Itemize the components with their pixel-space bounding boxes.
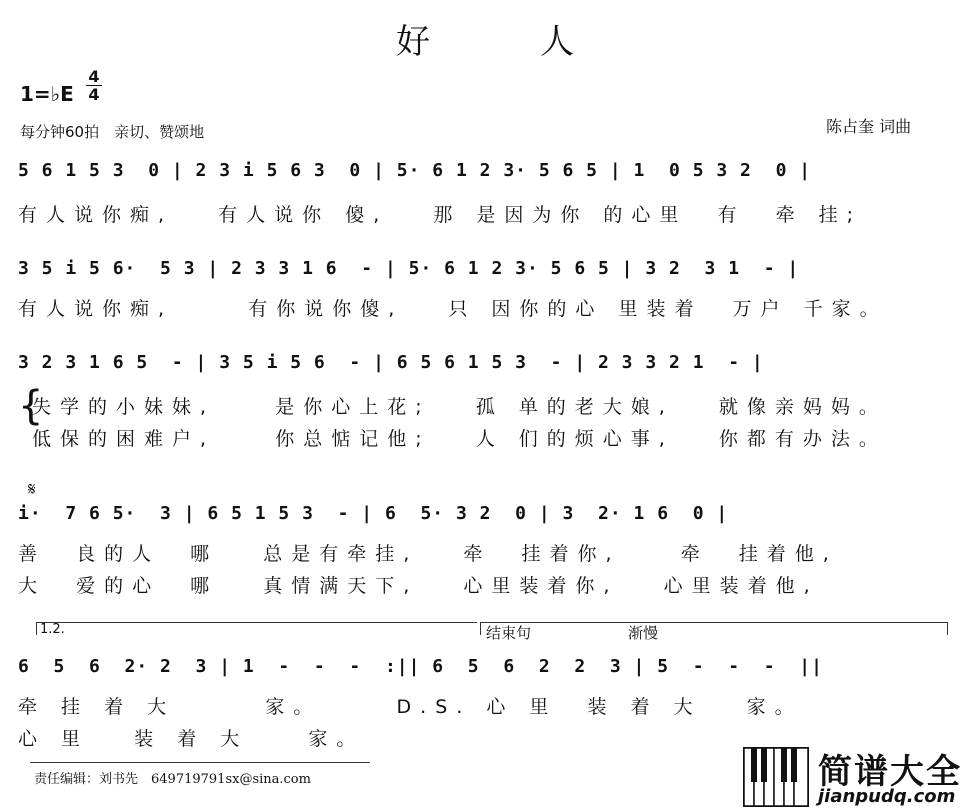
- lyric-line-verse-2: 低保的困难户, 你总惦记他; 人 们的烦心事, 你都有办法。: [32, 428, 887, 450]
- lyric-line-verse-1: 牵 挂 着 大 家。 D.S. 心 里 装 着 大 家。: [18, 696, 803, 718]
- site-logo: [742, 744, 970, 812]
- notation-line: 5 6 1 5 3 0 | 2 3 i 5 6 3 0 | 5· 6 1 2 3· 5 6 5 | 1 0 5 3 2 0 |: [18, 160, 812, 181]
- coda-ending-bracket: [480, 622, 948, 635]
- verse-brace: {: [18, 383, 44, 429]
- lyric-line-verse-2: 心 里 装 着 大 家。: [18, 728, 365, 750]
- notation-line: 3 2 3 1 6 5 - | 3 5 i 5 6 - | 6 5 6 1 5 3 - | 2 3 3 2 1 - |: [18, 352, 764, 373]
- notation-line: 3 5 i 5 6· 5 3 | 2 3 3 1 6 - | 5· 6 1 2 3· 5 6 5 | 3 2 3 1 - |: [18, 258, 800, 279]
- lyric-line-verse-1: 失学的小妹妹, 是你心上花; 孤 单的老大娘, 就像亲妈妈。: [32, 396, 887, 418]
- notation-line: i· 7 6 5· 3 | 6 5 1 5 3 - | 6 5· 3 2 0 | 3 2· 1 6 0 |: [18, 503, 729, 524]
- first-ending-bracket: [36, 622, 477, 635]
- song-title: 好人: [396, 22, 684, 62]
- tempo-marking: 每分钟60拍 亲切、赞颂地: [20, 123, 205, 141]
- composer-credit: 陈占奎 词曲: [826, 117, 912, 136]
- first-ending-label: 1.2.: [40, 622, 65, 637]
- time-sig-bottom: 4: [86, 85, 102, 103]
- time-signature: [86, 68, 102, 103]
- lyric-line-verse-2: 大 爱的心 哪 真情满天下, 心里装着你, 心里装着他,: [18, 575, 819, 597]
- lyric-line: 有人说你痴, 有你说你傻, 只 因你的心 里装着 万户 千家。: [18, 298, 888, 320]
- footer-divider: [30, 762, 370, 763]
- notation-line: 6 5 6 2· 2 3 | 1 - - - :|| 6 5 6 2 2 3 | 5 - - - ||: [18, 656, 823, 677]
- brand-url: jianpudq.com: [818, 786, 956, 807]
- time-sig-top: 4: [88, 67, 100, 86]
- key-signature: 1=♭E: [20, 82, 74, 106]
- piano-keys-icon: [742, 744, 812, 808]
- brand-name: 简谱大全: [818, 752, 962, 792]
- ritardando-marking: 渐慢: [628, 624, 659, 642]
- coda-ending-label: 结束句: [486, 624, 532, 642]
- lyric-line-verse-1: 善 良的人 哪 总是有牵挂, 牵 挂着你, 牵 挂着他,: [18, 543, 838, 565]
- editor-credit: 责任编辑：刘书先 649719791sx@sina.com: [34, 772, 311, 787]
- lyric-line: 有人说你痴, 有人说你 傻, 那 是因为你 的心里 有 牵 挂;: [18, 204, 863, 226]
- segno-sign: 𝄋: [28, 479, 36, 500]
